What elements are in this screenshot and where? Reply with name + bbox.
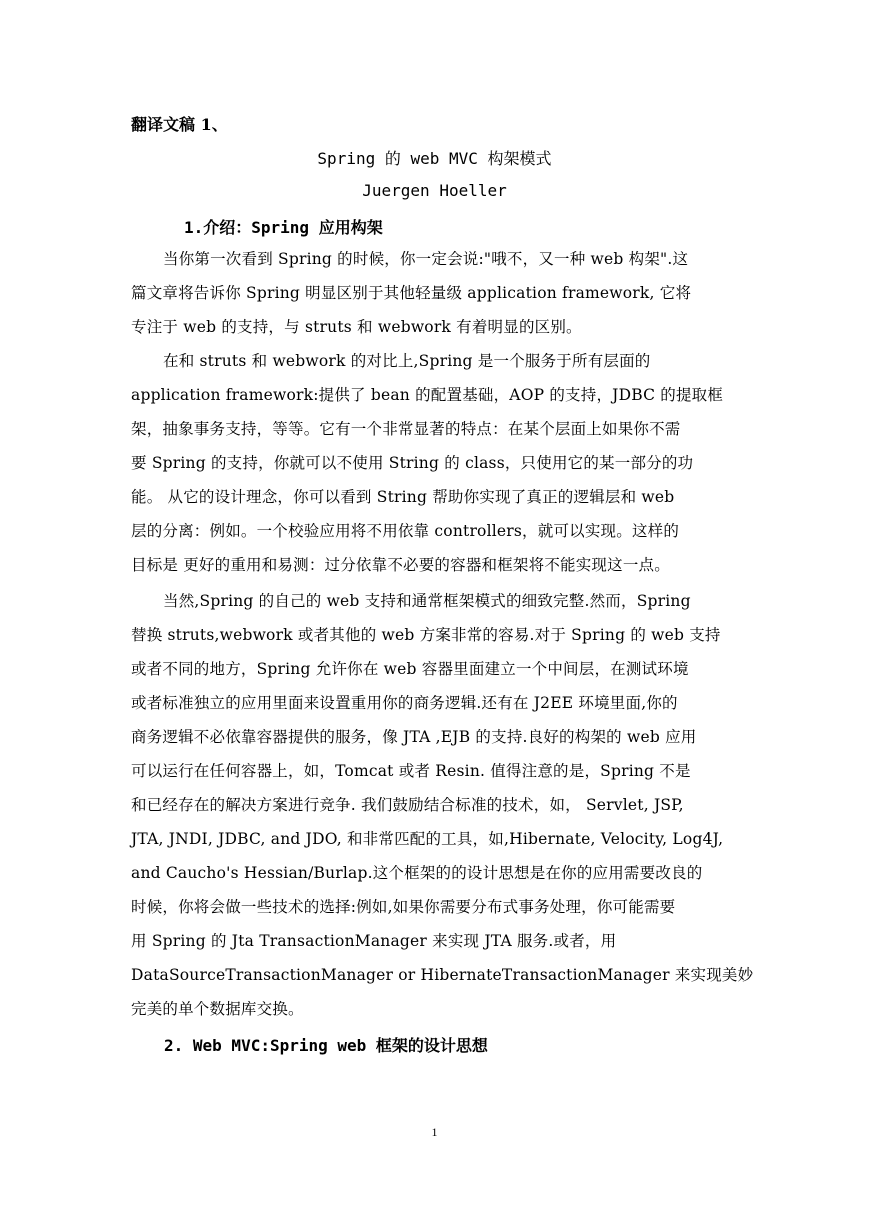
page-number: 1 <box>431 1125 438 1139</box>
paragraph-1 <box>131 242 751 344</box>
paragraph-line: 篇文章将告诉你 Spring 明显区别于其他轻量级 application framework, 它将 <box>131 284 692 302</box>
section-heading-1: 1.介绍：Spring 应用构架 <box>184 218 383 237</box>
document-label: 翻译文稿 1、 <box>131 115 228 134</box>
paragraph-line: 在和 struts 和 webwork 的对比上,Spring 是一个服务于所有层面的 <box>163 352 651 370</box>
paragraph-3 <box>131 584 754 1026</box>
paragraph-line: 和已经存在的解决方案进行竞争. 我们鼓励结合标准的技术，如， Servlet, JSP, <box>131 796 684 814</box>
paragraph-line: DataSourceTransactionManager or HibernateTransactionManager 来实现美妙 <box>131 966 754 984</box>
paragraph-line: 替换 struts,webwork 或者其他的 web 方案非常的容易.对于 Spring 的 web 支持 <box>131 626 721 644</box>
paragraph-line: 目标是 更好的重用和易测：过分依靠不必要的容器和框架将不能实现这一点。 <box>131 556 670 574</box>
paragraph-line: and Caucho's Hessian/Burlap.这个框架的的设计思想是在你的应用需要改良的 <box>131 864 703 882</box>
paragraph-line: 当然,Spring 的自己的 web 支持和通常框架模式的细致完整.然而，Spring <box>163 592 691 610</box>
document-author: Juergen Hoeller <box>362 181 507 200</box>
paragraph-line: 完美的单个数据库交换。 <box>131 1000 304 1018</box>
paragraph-line: 架，抽象事务支持，等等。它有一个非常显著的特点：在某个层面上如果你不需 <box>131 420 681 438</box>
document-title: Spring 的 web MVC 构架模式 <box>317 149 552 168</box>
paragraph-line: 可以运行在任何容器上，如，Tomcat 或者 Resin. 值得注意的是，Spring 不是 <box>131 762 691 780</box>
paragraph-line: 要 Spring 的支持，你就可以不使用 String 的 class，只使用它的某一部分的功 <box>131 454 694 472</box>
paragraph-line: JTA, JNDI, JDBC, and JDO, 和非常匹配的工具，如,Hibernate, Velocity, Log4J, <box>131 830 724 848</box>
paragraph-line: 商务逻辑不必依靠容器提供的服务，像 JTA ,EJB 的支持.良好的构架的 web 应用 <box>131 728 697 746</box>
paragraph-line: 层的分离：例如。一个校验应用将不用依靠 controllers，就可以实现。这样的 <box>131 522 680 540</box>
paragraph-line: 或者不同的地方，Spring 允许你在 web 容器里面建立一个中间层，在测试环境 <box>131 660 689 678</box>
paragraph-line: 专注于 web 的支持，与 struts 和 webwork 有着明显的区别。 <box>131 318 582 336</box>
paragraph-line: 或者标准独立的应用里面来设置重用你的商务逻辑.还有在 J2EE 环境里面,你的 <box>131 694 678 712</box>
paragraph-line: 用 Spring 的 Jta TransactionManager 来实现 JTA 服务.或者，用 <box>131 932 617 950</box>
paragraph-line: 能。 从它的设计理念，你可以看到 String 帮助你实现了真正的逻辑层和 web <box>131 488 675 506</box>
section-heading-2: 2. Web MVC:Spring web 框架的设计思想 <box>164 1036 488 1055</box>
paragraph-2 <box>131 344 751 582</box>
paragraph-line: 时候，你将会做一些技术的选择:例如,如果你需要分布式事务处理，你可能需要 <box>131 898 676 916</box>
paragraph-line: 当你第一次看到 Spring 的时候，你一定会说:"哦不，又一种 web 构架".这 <box>163 250 689 268</box>
paragraph-line: application framework:提供了 bean 的配置基础，AOP 的支持，JDBC 的提取框 <box>131 386 724 404</box>
